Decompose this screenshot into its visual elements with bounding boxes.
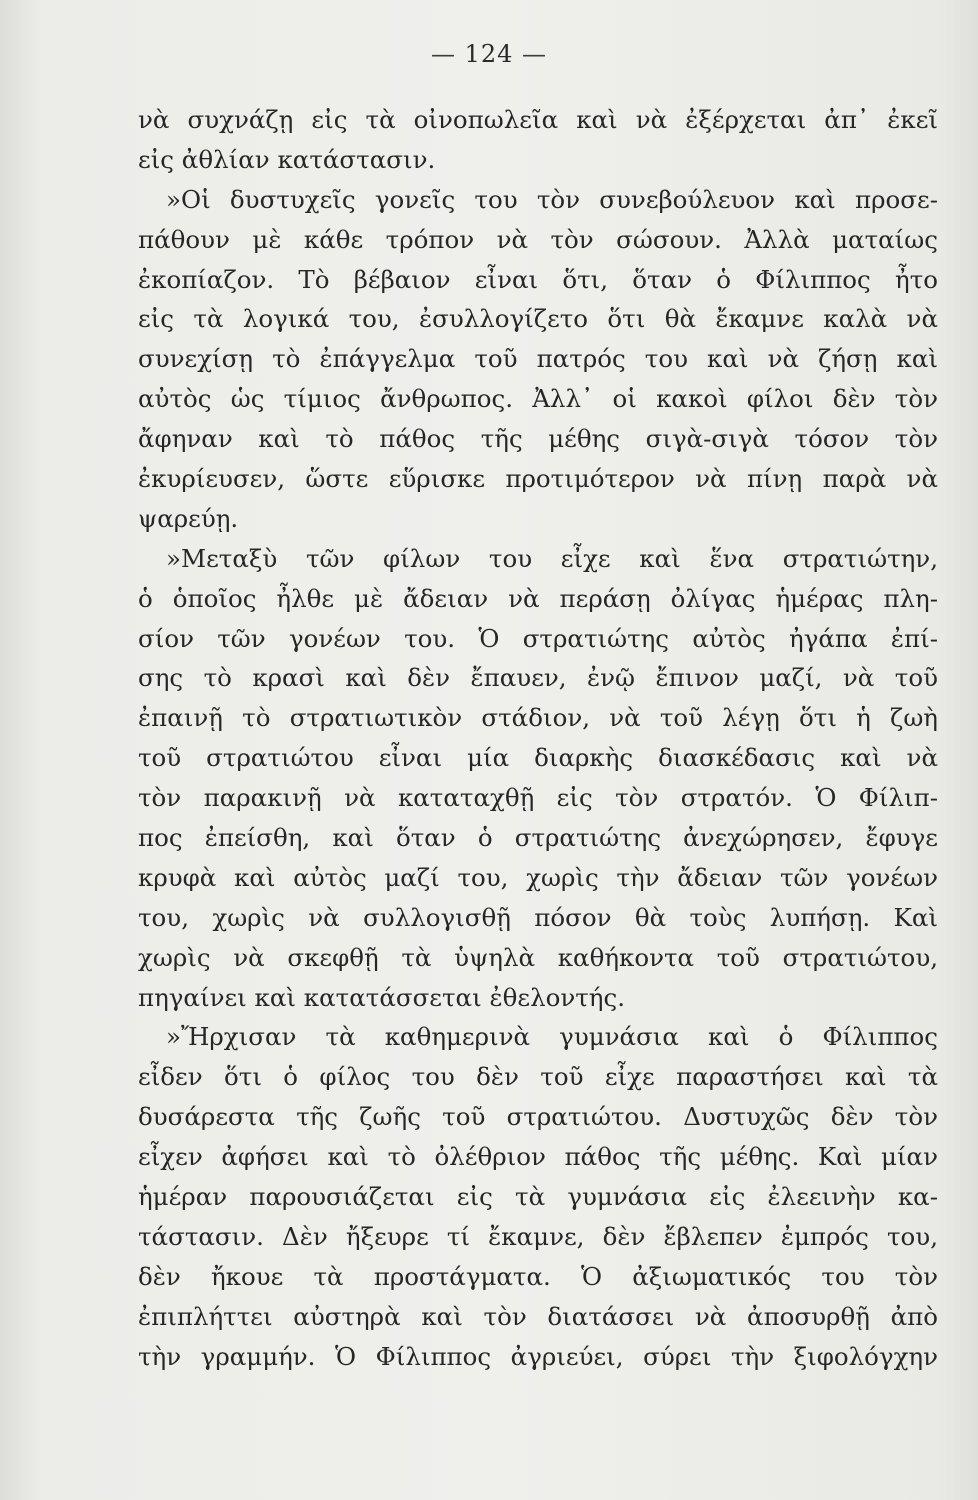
text-line: δυσάρεστα τῆς ζωῆς τοῦ στρατιώτου. Δυστυχῶς δὲν τὸν: [138, 1102, 938, 1132]
text-line: »Μεταξὺ τῶν φίλων του εἶχε καὶ ἕνα στρατιώτην,: [166, 543, 938, 573]
text-line: του, χωρὶς νὰ συλλογισθῇ πόσον θὰ τοὺς λυπήσῃ. Καὶ: [138, 902, 938, 932]
body-text: [138, 100, 938, 1377]
text-line: πος ἐπείσθη, καὶ ὅταν ὁ στρατιώτης ἀνεχώρησεν, ἔφυγε: [138, 823, 938, 853]
page-header: [0, 40, 978, 68]
text-line: τάστασιν. Δὲν ἤξευρε τί ἔκαμνε, δὲν ἔβλεπεν ἐμπρός του,: [138, 1221, 938, 1251]
text-line: »Ἤρχισαν τὰ καθημερινὰ γυμνάσια καὶ ὁ Φίλιππος: [166, 1022, 938, 1052]
text-line: τὸν παρακινῇ νὰ καταταχθῇ εἰς τὸν στρατόν. Ὁ Φίλιπ-: [138, 783, 938, 813]
text-line: πάθουν μὲ κάθε τρόπον νὰ τὸν σώσουν. Ἀλλὰ ματαίως: [138, 224, 938, 254]
text-line: ἐπαινῇ τὸ στρατιωτικὸν στάδιον, νὰ τοῦ λέγῃ ὅτι ἡ ζωὴ: [138, 703, 938, 733]
text-line: ψαρεύῃ.: [138, 503, 239, 533]
text-line: τὴν γραμμήν. Ὁ Φίλιππος ἀγριεύει, σύρει τὴν ξιφολόγχην: [138, 1341, 938, 1371]
text-line: κρυφὰ καὶ αὐτὸς μαζί του, χωρὶς τὴν ἄδειαν τῶν γονέων: [138, 862, 938, 892]
text-line: ἡμέραν παρουσιάζεται εἰς τὰ γυμνάσια εἰς ἐλεεινὴν κα-: [138, 1182, 938, 1212]
text-line: χωρὶς νὰ σκεφθῇ τὰ ὑψηλὰ καθήκοντα τοῦ στρατιώτου,: [138, 942, 938, 972]
text-line: »Οἱ δυστυχεῖς γονεῖς του τὸν συνεβούλευον καὶ προσε-: [166, 184, 938, 214]
text-line: εἰς ἀθλίαν κατάστασιν.: [138, 144, 436, 174]
text-line: νὰ συχνάζῃ εἰς τὰ οἰνοπωλεῖα καὶ νὰ ἐξέρχεται ἀπ᾿ ἐκεῖ: [138, 105, 938, 134]
page-number: 124: [464, 40, 514, 68]
text-line: αὐτὸς ὡς τίμιος ἄνθρωπος. Ἀλλ᾿ οἱ κακοὶ φίλοι δὲν τὸν: [138, 384, 938, 414]
text-line: δὲν ἤκουε τὰ προστάγματα. Ὁ ἀξιωματικός του τὸν: [138, 1261, 938, 1291]
text-line: πηγαίνει καὶ κατατάσσεται ἐθελοντής.: [138, 982, 625, 1012]
text-line: σίον τῶν γονέων του. Ὁ στρατιώτης αὐτὸς ἠγάπα ἐπί-: [138, 623, 938, 653]
text-line: τοῦ στρατιώτου εἶναι μία διαρκὴς διασκέδασις καὶ νὰ: [138, 743, 938, 773]
text-line: ἄφηναν καὶ τὸ πάθος τῆς μέθης σιγὰ-σιγὰ τόσον τὸν: [138, 424, 938, 454]
text-line: ἐκοπίαζον. Τὸ βέβαιον εἶναι ὅτι, ὅταν ὁ Φίλιππος ἦτο: [138, 264, 938, 294]
text-line: ἐκυρίευσεν, ὥστε εὕρισκε προτιμότερον νὰ πίνῃ παρὰ νὰ: [138, 464, 938, 494]
text-line: ἐπιπλήττει αὐστηρὰ καὶ τὸν διατάσσει νὰ ἀποσυρθῇ ἀπὸ: [138, 1301, 938, 1331]
text-line: εἰς τὰ λογικά του, ἐσυλλογίζετο ὅτι θὰ ἔκαμνε καλὰ νὰ: [138, 304, 938, 334]
header-dash-right: —: [522, 40, 548, 68]
text-line: ὁ ὁποῖος ἦλθε μὲ ἄδειαν νὰ περάσῃ ὀλίγας ἡμέρας πλη-: [138, 583, 938, 613]
text-line: σης τὸ κρασὶ καὶ δὲν ἔπαυεν, ἐνῷ ἔπινον μαζί, νὰ τοῦ: [138, 663, 938, 693]
text-line: συνεχίσῃ τὸ ἐπάγγελμα τοῦ πατρός του καὶ νὰ ζήσῃ καὶ: [138, 344, 938, 374]
text-line: εἶχεν ἀφήσει καὶ τὸ ὀλέθριον πάθος τῆς μέθης. Καὶ μίαν: [138, 1142, 938, 1172]
header-dash-left: —: [430, 40, 456, 68]
text-line: εἶδεν ὅτι ὁ φίλος του δὲν τοῦ εἶχε παραστήσει καὶ τὰ: [138, 1062, 938, 1092]
